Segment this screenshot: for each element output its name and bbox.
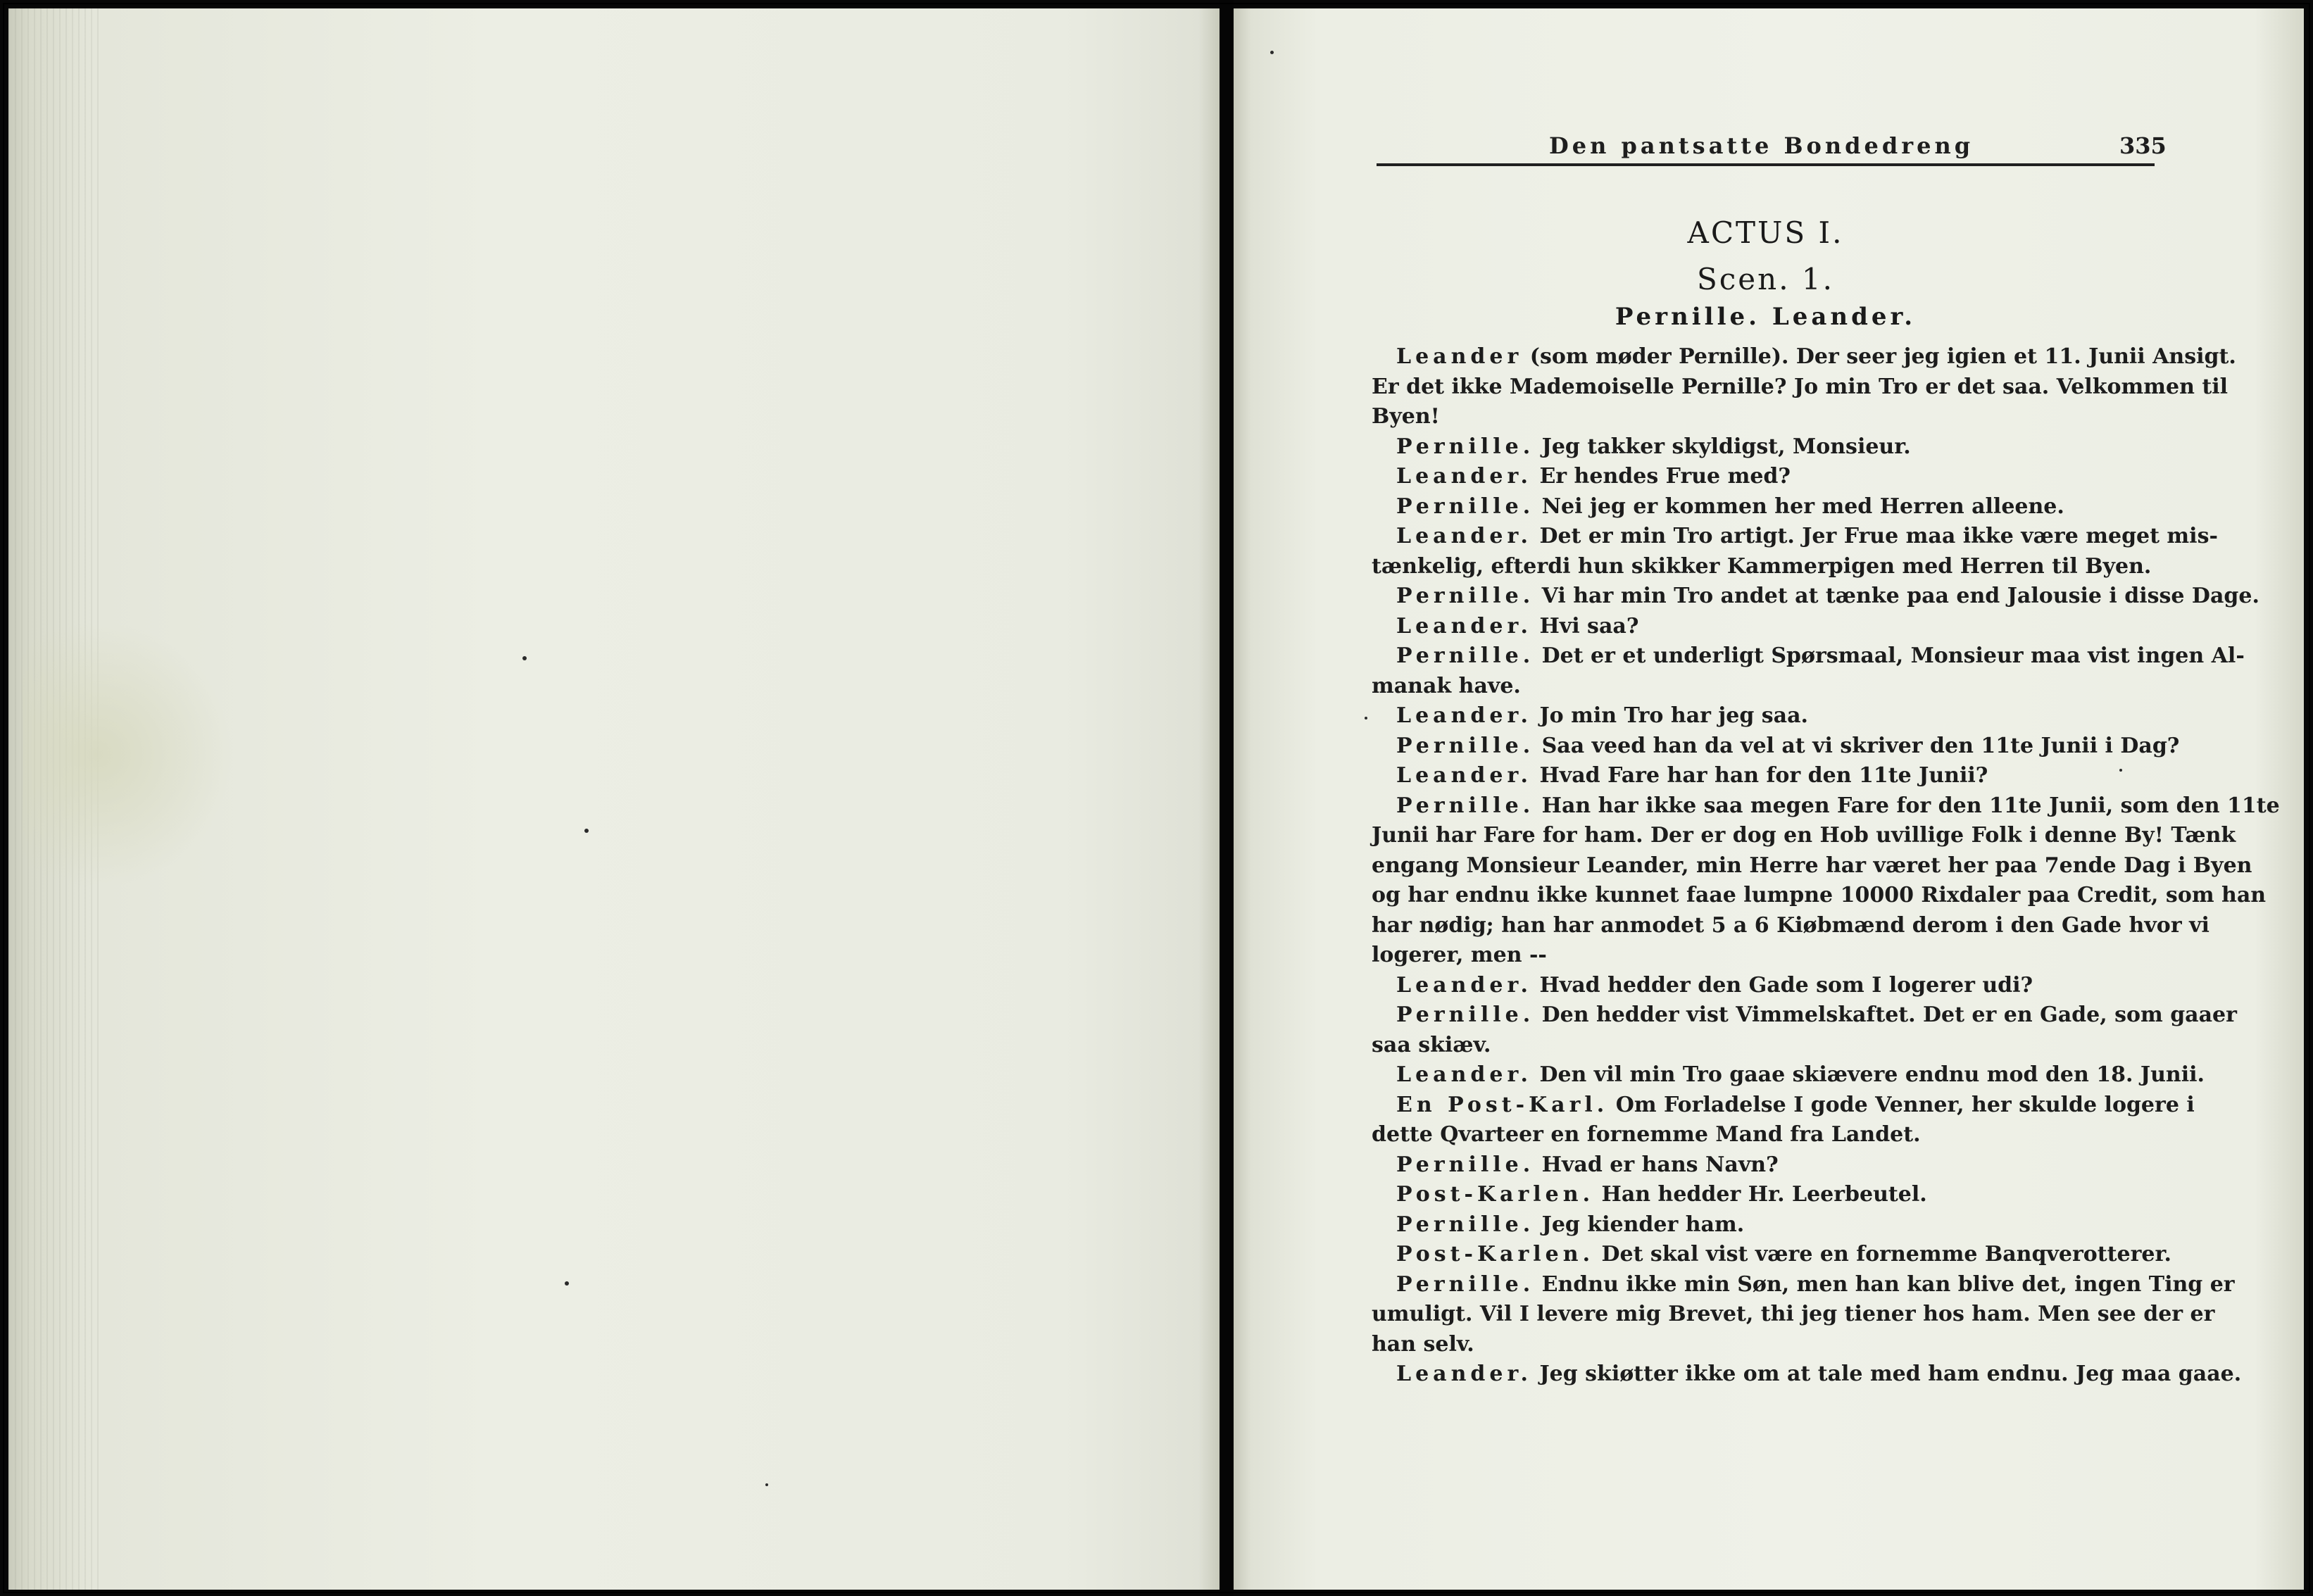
line-text: saa skiæv.: [1372, 1032, 1491, 1057]
line-text: Jeg takker skyldigst, Monsieur.: [1534, 434, 1911, 459]
text-line: [1372, 432, 2146, 463]
speaker-name: Pernille.: [1396, 733, 1535, 758]
paper-stain: [23, 621, 234, 888]
text-line: [1372, 492, 2146, 522]
line-text: og har endnu ikke kunnet faae lumpne 10000 Rixdaler paa Credit, som han: [1372, 883, 2267, 907]
speaker-name: Leander.: [1396, 1362, 1532, 1386]
speaker-name: Pernille.: [1396, 1212, 1535, 1237]
line-text: tænkelig, efterdi hun skikker Kammerpigen med Herren til Byen.: [1372, 553, 2152, 579]
line-text: Endnu ikke min Søn, men han kan blive det, ingen Ting er: [1534, 1271, 2235, 1297]
text-line: [1372, 612, 2146, 642]
header-rule: [1377, 163, 2155, 166]
speaker-name: Post-Karlen.: [1396, 1182, 1595, 1207]
dialogue-text: [1372, 342, 2280, 1390]
scene-persons: Pernille. Leander.: [1615, 303, 1917, 331]
text-line: [1372, 761, 2146, 791]
line-text: Jeg skiøtter ikke om at tale med ham endnu. Jeg maa gaae.: [1532, 1362, 2242, 1386]
act-heading: ACTUS I.: [1687, 215, 1844, 250]
line-text: Han hedder Hr. Leerbeutel.: [1594, 1182, 1927, 1207]
speck: [522, 656, 527, 660]
line-text: Hvi saa?: [1532, 613, 1639, 639]
speaker-name: Pernille.: [1396, 793, 1535, 818]
line-text: Hvad Fare har han for den 11te Junii?: [1532, 763, 1988, 788]
text-line: [1372, 1240, 2171, 1270]
speaker-name: Post-Karlen.: [1396, 1242, 1595, 1267]
text-line: [1372, 911, 2209, 941]
speck: [1270, 51, 1274, 54]
text-line: [1372, 1000, 2237, 1031]
text-line: [1372, 641, 2245, 672]
text-line: [1372, 1359, 2242, 1390]
speaker-name: Pernille.: [1396, 494, 1535, 519]
text-line: [1372, 1300, 2215, 1330]
text-line: [1372, 881, 2267, 911]
text-line: [1372, 1210, 2146, 1240]
text-line: [1372, 1180, 2146, 1210]
text-line: [1372, 342, 2236, 372]
scene-heading: Scen. 1.: [1697, 262, 1834, 296]
speaker-name: Leander.: [1396, 613, 1532, 639]
text-line: [1372, 1060, 2205, 1091]
line-text: Det er et underligt Spørsmaal, Monsieur maa vist ingen Al-: [1534, 643, 2245, 668]
line-text: Jeg kiender ham.: [1534, 1212, 1745, 1237]
line-text: Nei jeg er kommen her med Herren alleene.: [1534, 494, 2064, 519]
text-line: [1372, 701, 2146, 731]
text-line: [1372, 971, 2146, 1001]
page-number: 335: [2119, 132, 2167, 159]
speaker-name: Leander: [1396, 344, 1523, 369]
speaker-name: Leander.: [1396, 763, 1532, 788]
text-line: [1372, 851, 2252, 881]
speaker-name: Pernille.: [1396, 584, 1535, 608]
line-text: Vi har min Tro andet at tænke paa end Jalousie i disse Dage.: [1534, 584, 2259, 608]
text-line: [1372, 402, 2146, 432]
line-text: Han har ikke saa megen Fare for den 11te Junii, som den 11te: [1534, 793, 2280, 818]
speck: [584, 829, 589, 833]
text-line: [1372, 552, 2152, 582]
line-text: (som møder Pernille). Der seer jeg igien et 11. Junii Ansigt.: [1522, 344, 2236, 369]
text-line: [1372, 462, 2146, 492]
text-line: [1372, 1270, 2235, 1300]
running-head: Den pantsatte Bondedreng: [1549, 132, 1974, 159]
speck: [765, 1483, 768, 1486]
text-line: [1372, 1330, 2146, 1360]
line-text: Den hedder vist Vimmelskaftet. Det er en Gade, som gaaer: [1534, 1003, 2237, 1027]
line-text: Saa veed han da vel at vi skriver den 11te Junii i Dag?: [1534, 733, 2180, 758]
line-text: Jo min Tro har jeg saa.: [1532, 703, 1808, 728]
line-text: engang Monsieur Leander, min Herre har været her paa 7ende Dag i Byen: [1372, 853, 2252, 878]
speaker-name: Pernille.: [1396, 1003, 1535, 1027]
speck: [2119, 769, 2122, 772]
speaker-name: En Post-Karl.: [1396, 1092, 1609, 1117]
line-text: Hvad er hans Navn?: [1534, 1152, 1779, 1177]
line-text: han selv.: [1372, 1331, 1474, 1357]
line-text: Er hendes Frue med?: [1532, 464, 1791, 489]
left-page-blank: [8, 8, 1220, 1590]
line-text: Om Forladelse I gode Venner, her skulde logere i: [1608, 1092, 2195, 1117]
text-line: [1372, 372, 2228, 403]
line-text: Det er min Tro artigt. Jer Frue maa ikke være meget mis-: [1532, 524, 2218, 548]
text-line: [1372, 731, 2180, 762]
text-line: [1372, 672, 2146, 702]
text-line: [1372, 1150, 2146, 1181]
speck: [1365, 717, 1367, 720]
speaker-name: Leander.: [1396, 1062, 1532, 1087]
line-text: Hvad hedder den Gade som I logerer udi?: [1532, 972, 2033, 998]
line-text: umuligt. Vil I levere mig Brevet, thi jeg tiener hos ham. Men see der er: [1372, 1302, 2215, 1326]
text-line: [1372, 582, 2259, 612]
speaker-name: Leander.: [1396, 524, 1532, 548]
line-text: Det skal vist være en fornemme Banqverotterer.: [1594, 1242, 2171, 1267]
speaker-name: Leander.: [1396, 464, 1532, 489]
line-text: Byen!: [1372, 404, 1440, 429]
speaker-name: Pernille.: [1396, 1271, 1535, 1297]
speaker-name: Pernille.: [1396, 643, 1535, 668]
speck: [565, 1281, 569, 1286]
speaker-name: Pernille.: [1396, 434, 1535, 459]
text-line: [1372, 522, 2218, 552]
text-line: [1372, 1091, 2195, 1121]
line-text: Junii har Fare for ham. Der er dog en Hob uvillige Folk i denne By! Tænk: [1372, 823, 2236, 848]
text-line: [1372, 1031, 2146, 1061]
line-text: manak have.: [1372, 673, 1521, 698]
text-line: [1372, 941, 2146, 971]
text-line: [1372, 821, 2236, 851]
speaker-name: Leander.: [1396, 703, 1532, 728]
speaker-name: Leander.: [1396, 972, 1532, 998]
line-text: Den vil min Tro gaae skiævere endnu mod den 18. Junii.: [1532, 1062, 2205, 1087]
line-text: dette Qvarteer en fornemme Mand fra Landet.: [1372, 1122, 1921, 1147]
line-text: har nødig; han har anmodet 5 a 6 Kiøbmænd derom i den Gade hvor vi: [1372, 912, 2209, 938]
book-gutter: [1220, 0, 1234, 1596]
line-text: logerer, men --: [1372, 943, 1547, 967]
speaker-name: Pernille.: [1396, 1152, 1535, 1177]
text-line: [1372, 1120, 2146, 1150]
text-line: [1372, 791, 2280, 822]
line-text: Er det ikke Mademoiselle Pernille? Jo min Tro er det saa. Velkommen til: [1372, 374, 2228, 399]
